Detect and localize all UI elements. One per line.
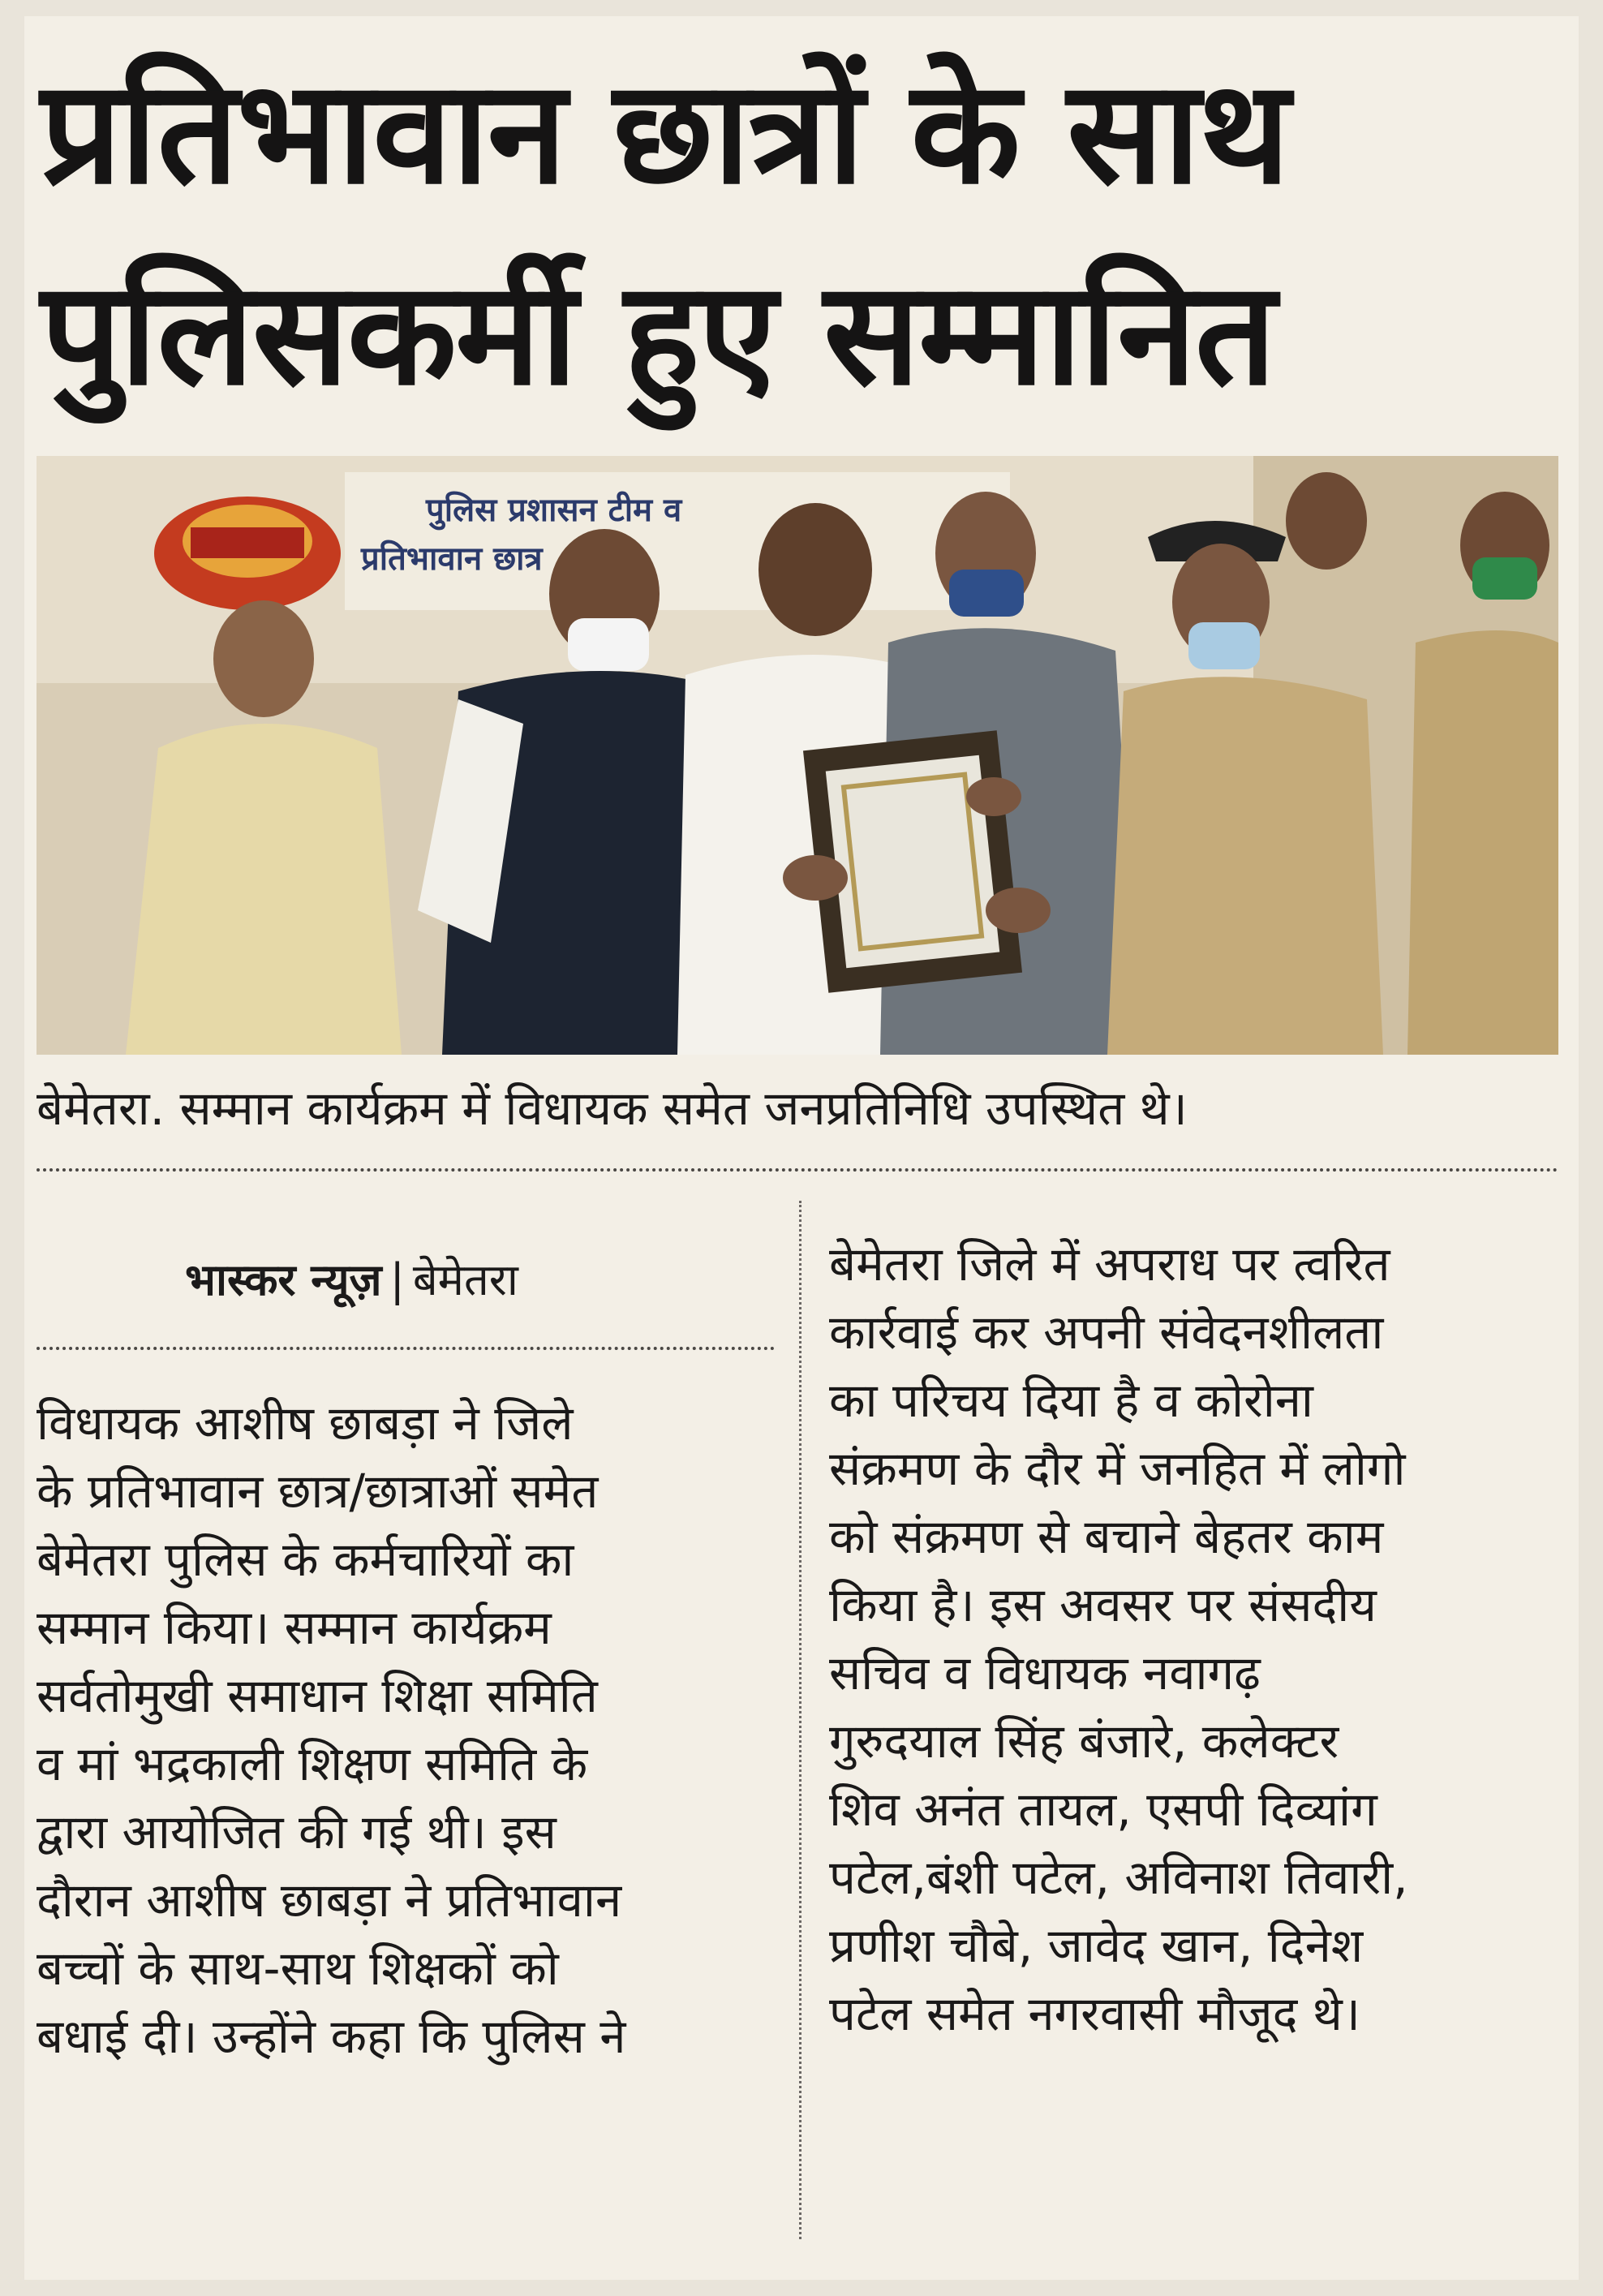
article-line: बेमेतरा पुलिस के कर्मचारियों का	[37, 1532, 574, 1587]
divider	[37, 1347, 775, 1350]
article-line: प्रणीश चौबे, जावेद खान, दिनेश	[829, 1918, 1364, 1973]
news-photo	[37, 456, 1558, 1055]
headline	[41, 32, 1558, 435]
photo-caption: बेमेतरा. सम्मान कार्यक्रम में विधायक समेत जनप्रतिनिधि उपस्थित थे।	[37, 1081, 1188, 1136]
article-line: बधाई दी। उन्होंने कहा कि पुलिस ने	[37, 2009, 626, 2064]
byline-place: बेमेतरा	[412, 1254, 518, 1305]
byline-source: भास्कर न्यूज़	[185, 1254, 382, 1305]
article-line: किया है। इस अवसर पर संसदीय	[829, 1577, 1377, 1632]
article-line: को संक्रमण से बचाने बेहतर काम	[829, 1509, 1384, 1564]
article-column-left	[37, 1389, 775, 2070]
article-line: सचिव व विधायक नवागढ़	[829, 1645, 1261, 1701]
article-line: विधायक आशीष छाबड़ा ने जिले	[37, 1395, 574, 1451]
flame-emblem-icon	[154, 497, 341, 610]
article-line: पटेल,बंशी पटेल, अविनाश तिवारी,	[829, 1850, 1408, 1905]
article-line: गुरुदयाल सिंह बंजारे, कलेक्टर	[829, 1713, 1339, 1769]
byline	[185, 1248, 518, 1313]
article-line: व मां भद्रकाली शिक्षण समिति के	[37, 1736, 588, 1791]
article-line: कार्रवाई कर अपनी संवेदनशीलता	[829, 1305, 1384, 1360]
article-line: दौरान आशीष छाबड़ा ने प्रतिभावान	[37, 1872, 622, 1928]
article-column-right	[829, 1230, 1559, 2048]
divider	[37, 1168, 1558, 1172]
headline-line: प्रतिभावान छात्रों के साथ	[41, 49, 1289, 216]
article-line: संक्रमण के दौर में जनहित में लोगो	[829, 1441, 1406, 1496]
column-divider	[799, 1201, 802, 2239]
article-line: द्वारा आयोजित की गई थी। इस	[37, 1804, 557, 1860]
article-line: बेमेतरा जिले में अपराध पर त्वरित	[829, 1236, 1390, 1292]
article-line: शिव अनंत तायल, एसपी दिव्यांग	[829, 1782, 1377, 1837]
article-line: बच्चों के साथ-साथ शिक्षकों को	[37, 1941, 559, 1996]
article-line: सर्वतोमुखी समाधान शिक्षा समिति	[37, 1668, 598, 1723]
article-line: पटेल समेत नगरवासी मौजूद थे।	[829, 1986, 1360, 2041]
banner-text: पुलिस प्रशासन टीम व	[426, 492, 682, 529]
article-line: सम्मान किया। सम्मान कार्यक्रम	[37, 1600, 552, 1655]
headline-line: पुलिसकर्मी हुए सम्मानित	[41, 251, 1275, 417]
banner-text: प्रतिभावान छात्र	[361, 540, 543, 578]
byline-separator: |	[389, 1254, 405, 1305]
article-line: का परिचय दिया है व कोरोना	[829, 1373, 1313, 1428]
article-line: के प्रतिभावान छात्र/छात्राओं समेत	[37, 1464, 599, 1519]
photo-illustration	[37, 456, 1558, 1055]
